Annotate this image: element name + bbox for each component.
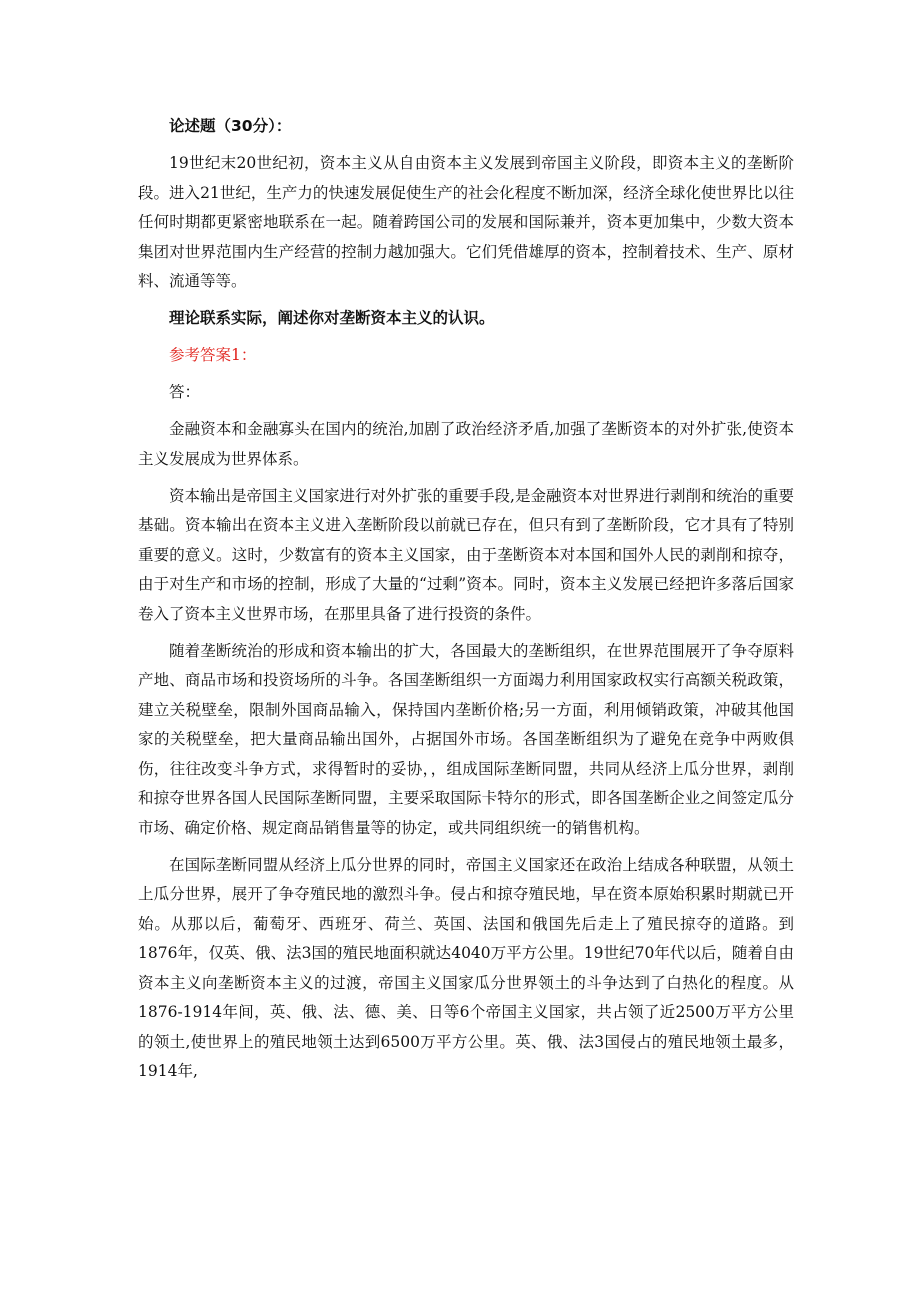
question-paragraph: 19世纪末20世纪初，资本主义从自由资本主义发展到帝国主义阶段，即资本主义的垄断阶段。进入21世纪，生产力的快速发展促使生产的社会化程度不断加深，经济全球化使世界比以往任何时期都更紧密地联系在一起。随着跨国公司的发展和国际兼并，资本更加集中，少数大资本集团对世界范围内生产经营的控制力越加强大。它们凭借雄厚的资本，控制着技术、生产、原材料、流通等等。 <box>138 154 794 290</box>
document-page <box>138 112 794 1094</box>
answer-paragraph-4: 在国际垄断同盟从经济上瓜分世界的同时，帝国主义国家还在政治上结成各种联盟，从领土上瓜分世界，展开了争夺殖民地的激烈斗争。侵占和掠夺殖民地，早在资本原始积累时期就已开始。从那以后，葡萄牙、西班牙、荷兰、英国、法国和俄国先后走上了殖民掠夺的道路。到1876年，仅英、俄、法3国的殖民地面积就达4040万平方公里。19世纪70年代以后，随着自由资本主义向垄断资本主义的过渡，帝国主义国家瓜分世界领土的斗争达到了白热化的程度。从1876-1914年间，英、俄、法、德、美、日等6个帝国主义国家，共占领了近2500万平方公里的领土,使世界上的殖民地领土达到6500万平方公里。英、俄、法3国侵占的殖民地领土最多，1914年, <box>138 855 794 1080</box>
answer-intro: 答： <box>169 383 201 401</box>
question-heading: 论述题（30分）： <box>169 117 292 135</box>
answer-label: 参考答案1： <box>169 346 257 364</box>
question-prompt: 理论联系实际，阐述你对垄断资本主义的认识。 <box>169 309 495 327</box>
answer-paragraph-1: 金融资本和金融寡头在国内的统治,加剧了政治经济矛盾,加强了垄断资本的对外扩张,使资本主义发展成为世界体系。 <box>138 420 794 468</box>
answer-paragraph-3: 随着垄断统治的形成和资本输出的扩大，各国最大的垄断组织，在世界范围展开了争夺原料产地、商品市场和投资场所的斗争。各国垄断组织一方面竭力利用国家政权实行高额关税政策，建立关税壁垒，限制外国商品输入，保持国内垄断价格;另一方面，利用倾销政策，冲破其他国家的关税壁垒，把大量商品输出国外，占据国外市场。各国垄断组织为了避免在竞争中两败俱伤，往往改变斗争方式，求得暂时的妥协，，组成国际垄断同盟，共同从经济上瓜分世界，剥削和掠夺世界各国人民国际垄断同盟，主要采取国际卡特尔的形式，即各国垄断企业之间签定瓜分市场、确定价格、规定商品销售量等的协定，或共同组织统一的销售机构。 <box>138 641 794 837</box>
answer-paragraph-2: 资本输出是帝国主义国家进行对外扩张的重要手段,是金融资本对世界进行剥削和统治的重要基础。资本输出在资本主义进入垄断阶段以前就已存在，但只有到了垄断阶段，它才具有了特别重要的意义。这时，少数富有的资本主义国家，由于垄断资本对本国和国外人民的剥削和掠夺，由于对生产和市场的控制，形成了大量的“过剩”资本。同时，资本主义发展已经把许多落后国家卷入了资本主义世界市场，在那里具备了进行投资的条件。 <box>138 486 794 623</box>
